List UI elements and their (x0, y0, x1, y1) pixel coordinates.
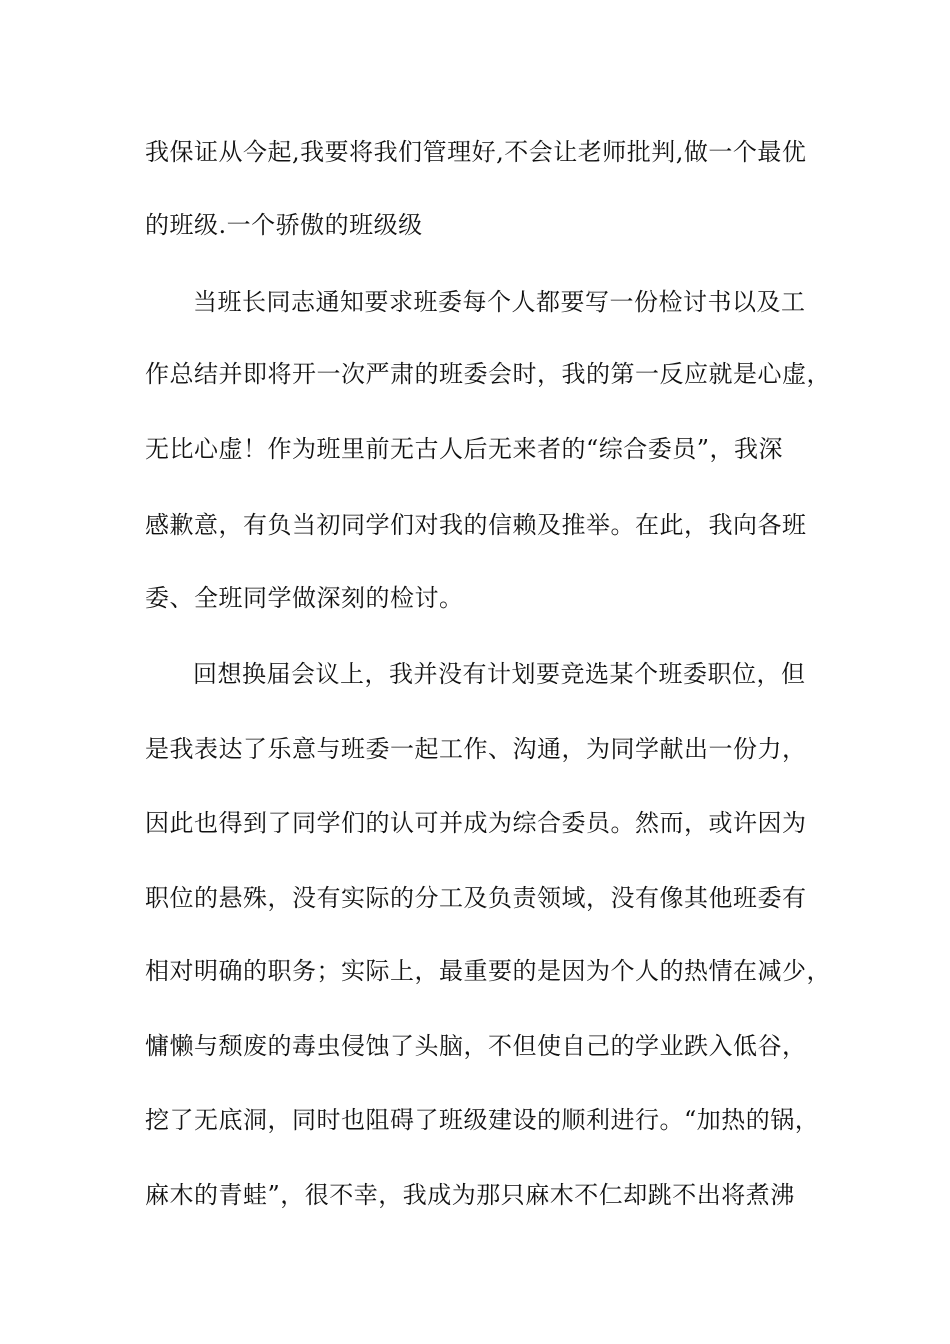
text-line-15: 麻木的青蛙”，很不幸，我成为那只麻木不仁却跳不出将煮沸 (145, 1181, 795, 1209)
text-line-7: 委、全班同学做深刻的检讨。 (145, 584, 464, 612)
text-line-12: 相对明确的职务；实际上，最重要的是因为个人的热情在减少， (145, 957, 831, 985)
text-line-1: 我保证从今起,我要将我们管理好,不会让老师批判,做一个最优 (145, 138, 807, 166)
text-line-14: 挖了无底洞，同时也阻碍了班级建设的顺利进行。“加热的锅， (145, 1106, 820, 1134)
text-line-9: 是我表达了乐意与班委一起工作、沟通，为同学献出一份力， (145, 735, 807, 763)
text-line-4: 作总结并即将开一次严肃的班委会时，我的第一反应就是心虚， (145, 360, 831, 388)
text-line-11: 职位的悬殊，没有实际的分工及负责领域，没有像其他班委有 (145, 884, 807, 912)
text-line-3: 当班长同志通知要求班委每个人都要写一份检讨书以及工 (193, 288, 806, 316)
text-line-13: 慵懒与颓废的毒虫侵蚀了头脑，不但使自己的学业跌入低谷， (145, 1032, 807, 1060)
text-line-10: 因此也得到了同学们的认可并成为综合委员。然而，或许因为 (145, 809, 807, 837)
text-line-8: 回想换届会议上，我并没有计划要竞选某个班委职位，但 (193, 660, 806, 688)
text-line-5: 无比心虚！作为班里前无古人后无来者的“综合委员”，我深 (145, 435, 784, 463)
text-line-6: 感歉意，有负当初同学们对我的信赖及推举。在此，我向各班 (145, 511, 807, 539)
text-line-2: 的班级.一个骄傲的班级级 (145, 211, 423, 239)
